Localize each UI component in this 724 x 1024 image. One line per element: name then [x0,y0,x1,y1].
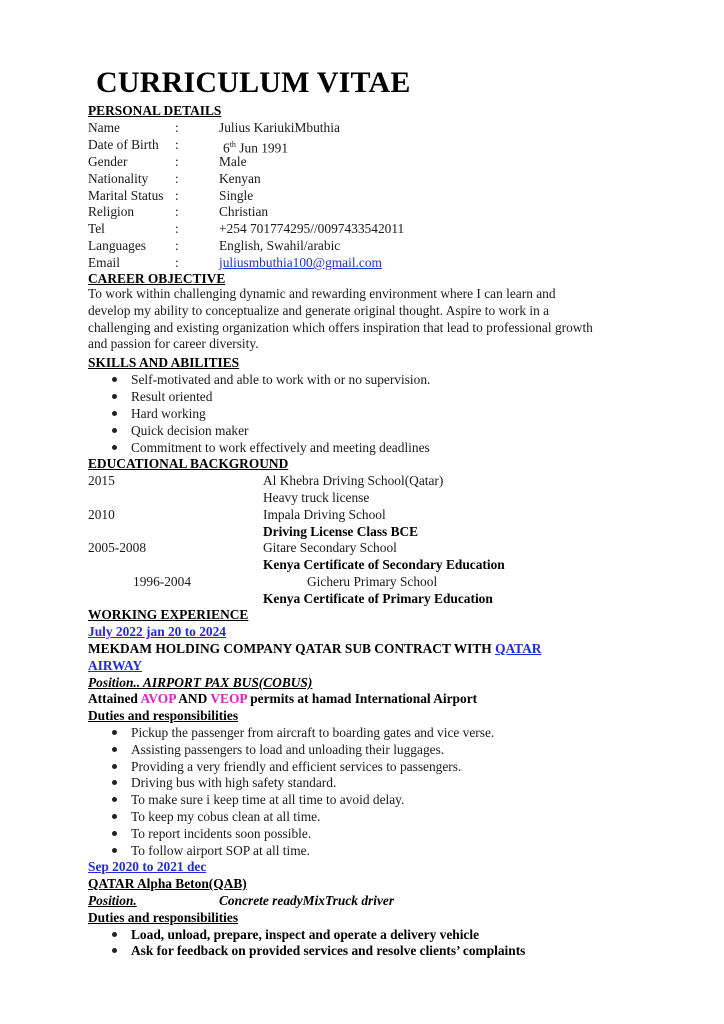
nationality-colon: : [175,171,179,186]
list-item [112,439,430,456]
edu-school: Al Khebra Driving School(Qatar) [263,473,444,488]
name-colon: : [175,120,179,135]
bullet-icon [112,394,117,399]
list-item [112,825,311,842]
bullet-icon [112,377,117,382]
list-item [112,741,444,758]
attained-text: Attained [88,691,141,706]
bullet-icon [112,932,117,937]
job2-position-value: Concrete readyMixTruck driver [219,893,395,908]
bullet-icon [112,747,117,752]
objective-line: and passion for career diversity. [88,336,259,352]
list-item [112,842,310,859]
career-objective-heading: CAREER OBJECTIVE [88,271,226,286]
edu-year: 1996-2004 [133,574,192,589]
duty-text: Pickup the passenger from aircraft to boarding gates and vice verse. [131,725,495,740]
list-item [112,808,320,825]
name-value: Julius KariukiMbuthia [219,120,340,135]
list-item [112,724,494,741]
bullet-icon [112,831,117,836]
duty-text: To report incidents soon possible. [131,826,312,841]
bullet-icon [112,411,117,416]
list-item [112,942,525,959]
job2-company: QATAR Alpha Beton(QAB) [88,876,247,891]
list-item [112,774,336,791]
duty-text: Providing a very friendly and efficient services to passengers. [131,759,462,774]
gender-value: Male [219,154,247,169]
edu-qualification: Heavy truck license [263,490,370,505]
edu-qualification: Kenya Certificate of Secondary Education [263,557,505,572]
tel-colon: : [175,221,179,236]
objective-line: develop my ability to conceptualize and generate original thought. Aspire to work in a [88,302,550,318]
job1-period: July 2022 jan 20 to 2024 [88,624,227,639]
marital-label: Marital Status [88,188,164,203]
job2-duties-heading: Duties and responsibilities [88,910,239,925]
list-item [112,791,404,808]
skill-text: Result oriented [131,389,213,404]
bullet-icon [112,848,117,853]
job1-company-qatar: QATAR [495,641,542,656]
objective-line: To work within challenging dynamic and rewarding environment where I can learn and [88,286,556,301]
list-item [112,758,461,775]
dob-suffix: th [229,140,236,149]
job2-position-label: Position. [88,893,137,908]
edu-school: Gicheru Primary School [307,574,438,589]
marital-colon: : [175,188,179,203]
duty-text: To follow airport SOP at all time. [131,843,310,858]
nationality-label: Nationality [88,171,149,186]
list-item [112,926,479,943]
list-item [112,405,206,422]
edu-school: Gitare Secondary School [263,540,397,555]
dob-day: 6 [223,140,230,156]
skill-text: Hard working [131,406,206,421]
duty-text: To keep my cobus clean at all time. [131,809,321,824]
edu-year: 2015 [88,473,115,488]
bullet-icon [112,814,117,819]
objective-line: challenging and existing organization which offers inspiration that lead to professional growth [88,319,593,335]
list-item [112,371,430,388]
dob-month-year: Jun 1991 [235,140,289,156]
skill-text: Quick decision maker [131,423,249,438]
job1-position: Position.. AIRPORT PAX BUS(COBUS) [88,675,313,690]
career-objective-text [88,286,648,353]
bullet-icon [112,428,117,433]
avop-badge: AVOP [140,691,176,706]
bullet-icon [112,445,117,450]
edu-qualification: Driving License Class BCE [263,524,419,539]
duty-text: Load, unload, prepare, inspect and operate a delivery vehicle [131,927,480,942]
skill-text: Self-motivated and able to work with or no supervision. [131,372,431,387]
working-experience-heading: WORKING EXPERIENCE [88,607,249,622]
gender-label: Gender [88,154,128,169]
bullet-icon [112,764,117,769]
job2-period: Sep 2020 to 2021 dec [88,859,207,874]
personal-details-heading: PERSONAL DETAILS [88,103,222,118]
list-item [112,388,212,405]
edu-qualification: Kenya Certificate of Primary Education [263,591,493,606]
duty-text: To make sure i keep time at all time to avoid delay. [131,792,405,807]
languages-value: English, Swahil/arabic [219,238,341,253]
document-title: CURRICULUM VITAE [96,66,411,99]
job1-duties-heading: Duties and responsibilities [88,708,239,723]
skill-text: Commitment to work effectively and meeting deadlines [131,440,430,455]
attained-and: AND [175,691,211,706]
email-colon: : [175,255,179,270]
tel-value: +254 701774295//0097433542011 [219,221,405,236]
job1-company [88,640,541,657]
job1-company-text: MEKDAM HOLDING COMPANY QATAR SUB CONTRACT WITH [88,641,496,656]
languages-colon: : [175,238,179,253]
job1-attained [88,690,477,707]
marital-value: Single [219,188,254,203]
email-label: Email [88,255,120,270]
bullet-icon [112,948,117,953]
bullet-icon [112,730,117,735]
edu-year: 2005-2008 [88,540,147,555]
dob-label: Date of Birth [88,137,159,152]
duty-text: Assisting passengers to load and unloading their luggages. [131,742,445,757]
skills-heading: SKILLS AND ABILITIES [88,355,240,370]
edu-year: 2010 [88,507,115,522]
education-heading: EDUCATIONAL BACKGROUND [88,456,289,471]
edu-school: Impala Driving School [263,507,386,522]
religion-colon: : [175,204,179,219]
religion-value: Christian [219,204,269,219]
duty-text: Driving bus with high safety standard. [131,775,337,790]
bullet-icon [112,780,117,785]
religion-label: Religion [88,204,135,219]
email-link[interactable]: juliusmbuthia100@gmail.com [219,255,382,270]
veop-badge: VEOP [210,691,247,706]
dob-colon: : [175,137,179,152]
list-item [112,422,249,439]
duty-text: Ask for feedback on provided services and resolve clients’ complaints [131,943,526,958]
job1-company-airway: AIRWAY [88,658,143,673]
nationality-value: Kenyan [219,171,261,186]
gender-colon: : [175,154,179,169]
bullet-icon [112,797,117,802]
attained-rest: permits at hamad International Airport [246,691,478,706]
tel-label: Tel [88,221,105,236]
name-label: Name [88,120,120,135]
languages-label: Languages [88,238,147,253]
